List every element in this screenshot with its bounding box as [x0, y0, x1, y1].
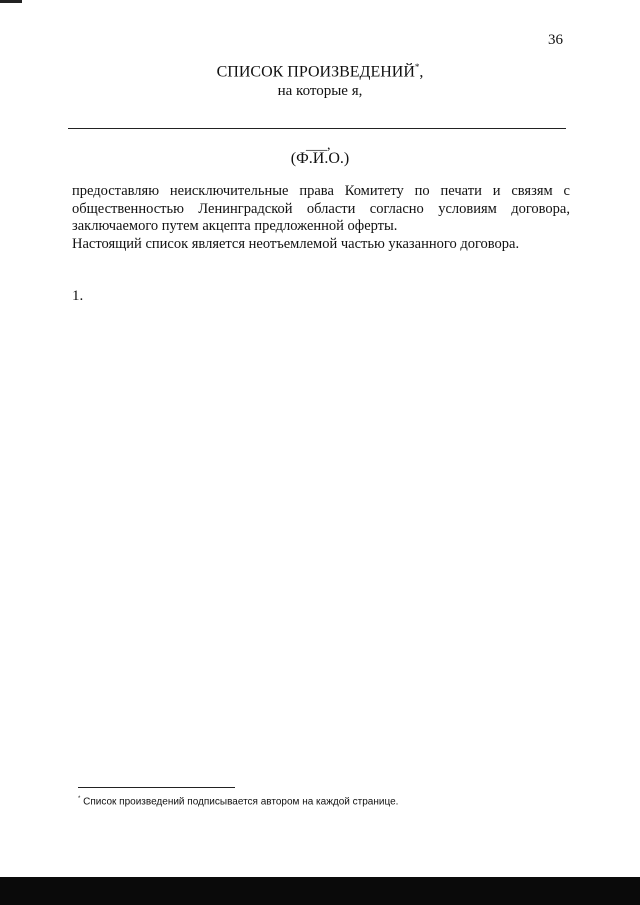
name-fill-line [68, 128, 566, 129]
paragraph-integral-part: Настоящий список является неотъемлемой частью указанного договора. [72, 235, 520, 252]
page-number: 36 [548, 32, 563, 48]
footnote [78, 796, 398, 807]
document-title [0, 62, 640, 81]
body-text [72, 183, 570, 253]
footnote-rule [78, 787, 235, 788]
title-footnote-mark: * [414, 62, 420, 72]
fio-label: (Ф.И.О.) [290, 150, 350, 167]
title-punctuation: , [419, 63, 424, 81]
short-blank: ___, [306, 138, 331, 153]
footnote-text: Список произведений подписывается автором на каждой странице. [83, 796, 399, 808]
footnote-mark: * [78, 796, 81, 802]
scan-bottom-edge [0, 877, 640, 905]
title-text: СПИСОК ПРОИЗВЕДЕНИЙ [216, 63, 415, 81]
paragraph-rights: предоставляю неисключительные права Комитету по печати и связям с общественностью Ленинградской области согласно условиям договора, заключаемого путем акцепта предложенной оферты. [72, 183, 570, 234]
document-subtitle: на которые я, [277, 83, 363, 99]
scan-edge-mark [0, 0, 22, 3]
list-item-number: 1. [72, 288, 84, 304]
